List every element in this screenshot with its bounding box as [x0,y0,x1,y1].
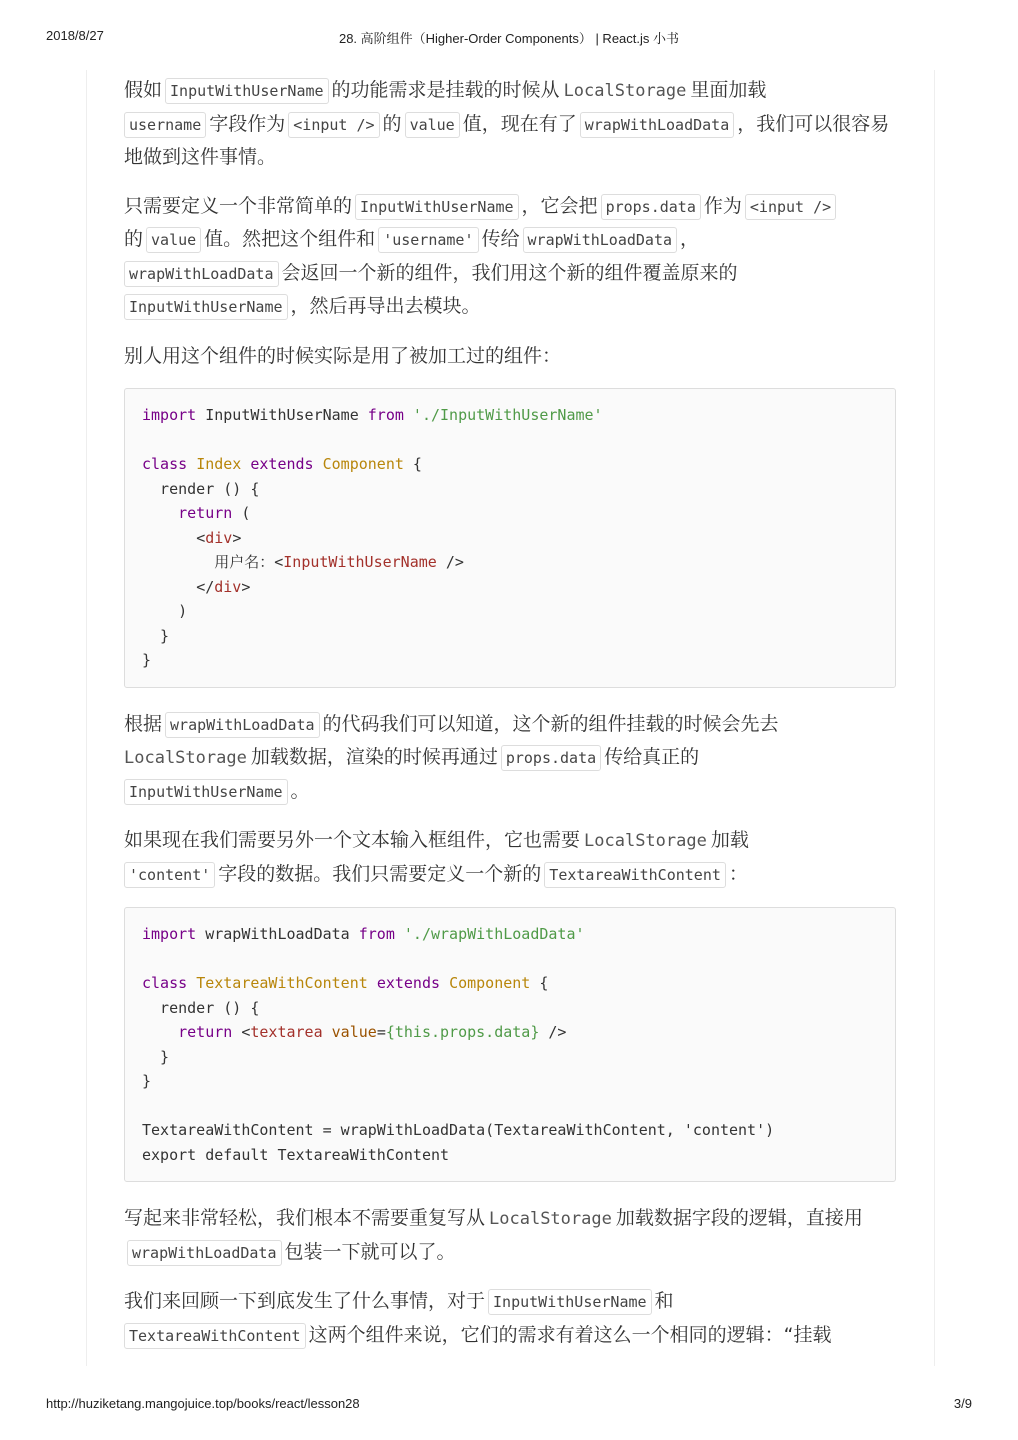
page-number: 3/9 [953,1396,972,1411]
inline-code: username [124,112,206,138]
inline-code: InputWithUserName [488,1289,652,1315]
page-url: http://huziketang.mangojuice.top/books/react/lesson28 [46,1396,360,1411]
paragraph: 我们来回顾一下到底发生了什么事情，对于 InputWithUserName 和 TextareaWithContent 这两个组件来说，它们的需求有着这么一个相同的逻辑：“挂载 [124,1285,896,1352]
inline-code: InputWithUserName [124,779,288,805]
page-title: 28. 高阶组件（Higher-Order Components） | React.js 小书 [338,31,680,46]
paragraph: 别人用这个组件的时候实际是用了被加工过的组件： [124,344,562,367]
inline-code: wrapWithLoadData [580,112,735,138]
print-header [46,28,972,46]
paragraph: 只需要定义一个非常简单的 InputWithUserName ，它会把 props.data 作为 <input /> 的 value 值。然把这个组件和 'username' 传给 wrapWithLoadData ， wrapWithLoadData 会返回一个新的组件，我们用这个新的组件覆盖原来的 InputWithUserName ，然后再导出去模块。 [124,190,896,324]
inline-code: wrapWithLoadData [127,1240,282,1266]
inline-mono: LocalStorage [563,81,687,101]
inline-code: props.data [601,194,701,220]
inline-code: value [146,227,201,253]
inline-code: wrapWithLoadData [523,227,678,253]
inline-code: <input /> [745,194,836,220]
code-block [124,388,896,688]
inline-code: wrapWithLoadData [165,712,320,738]
print-date: 2018/8/27 [46,28,104,43]
inline-code: props.data [501,745,601,771]
inline-code: 'username' [378,227,478,253]
paragraph: 根据 wrapWithLoadData 的代码我们可以知道，这个新的组件挂载的时候会先去 LocalStorage 加载数据，渲染的时候再通过 props.data 传给真正的 InputWithUserName 。 [124,708,896,809]
inline-code: wrapWithLoadData [124,261,279,287]
inline-code: <input /> [288,112,379,138]
article-content [124,70,896,1366]
inline-code: 'content' [124,862,215,888]
code-block [124,907,896,1182]
article [86,70,935,1366]
paragraph: 写起来非常轻松，我们根本不需要重复写从 LocalStorage 加载数据字段的逻辑，直接用wrapWithLoadData 包装一下就可以了。 [124,1202,896,1269]
inline-code: InputWithUserName [355,194,519,220]
code-text: import InputWithUserName from './InputWithUserName' class Index extends Component { render () { return ( <div> 用户名：<InputWithUserName /> </div> ) } } [142,406,603,669]
inline-mono: LocalStorage [584,831,707,851]
code-text: import wrapWithLoadData from './wrapWithLoadData' class TextareaWithContent extends Component { render () { return <textarea value={this.props.data} /> } } TextareaWithContent = wrapWithLoadData(TextareaWithContent, 'content') export default TextareaWithContent [142,925,775,1164]
inline-code: value [405,112,460,138]
paragraph: 如果现在我们需要另外一个文本输入框组件，它也需要 LocalStorage 加载 'content' 字段的数据。我们只需要定义一个新的 TextareaWithContent ： [124,824,896,891]
inline-code: TextareaWithContent [124,1323,306,1349]
inline-mono: LocalStorage [124,748,247,768]
inline-code: TextareaWithContent [544,862,726,888]
print-footer [46,1396,972,1414]
inline-code: InputWithUserName [165,78,329,104]
inline-mono: LocalStorage [489,1209,612,1229]
paragraph: 假如 InputWithUserName 的功能需求是挂载的时候从 LocalStorage 里面加载 username 字段作为 <input /> 的 value 值，现在有了 wrapWithLoadData ，我们可以很容易地做到这件事情。 [124,79,890,168]
inline-code: InputWithUserName [124,294,288,320]
